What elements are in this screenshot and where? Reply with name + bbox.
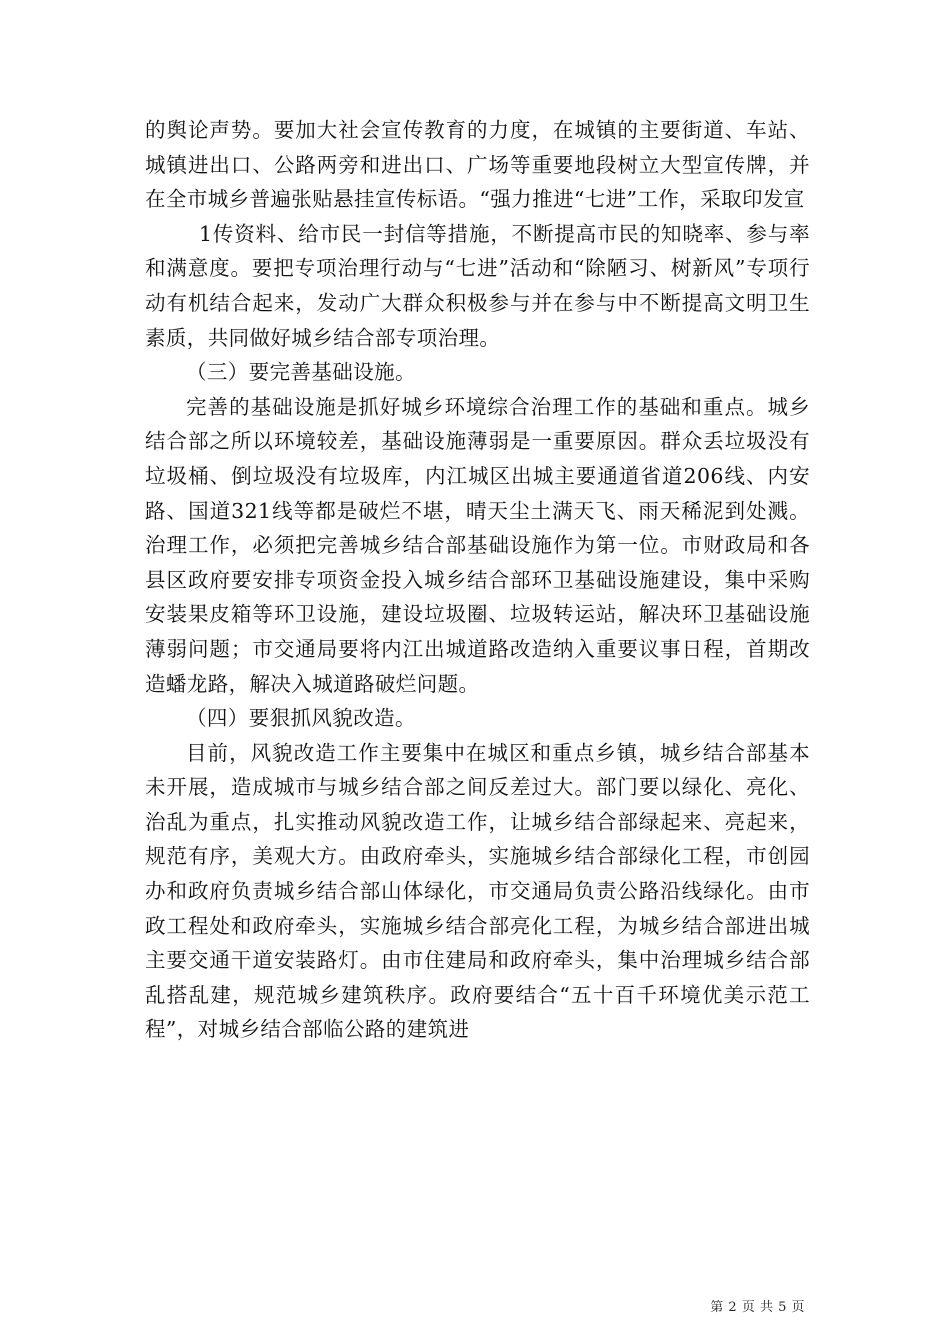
- paragraph-infrastructure: 完善的基础设施是抓好城乡环境综合治理工作的基础和重点。城乡结合部之所以环境较差，基础设施薄弱是一重要原因。群众丢垃圾没有垃圾桶、倒垃圾没有垃圾库，内江城区出城主要通道省道206线、内安路、国道321线等都是破烂不堪，晴天尘土满天飞、雨天稀泥到处溅。治理工作，必须把完善城乡结合部基础设施作为第一位。市财政局和各县区政府要安排专项资金投入城乡结合部环卫基础设施建设，集中采购安装果皮箱等环卫设施，建设垃圾圈、垃圾转运站，解决环卫基础设施薄弱问题；市交通局要将内江出城道路改造纳入重要议事日程，首期改造蟠龙路，解决入城道路破烂问题。: [145, 394, 810, 696]
- paragraph-publicity-continued: 的舆论声势。要加大社会宣传教育的力度，在城镇的主要街道、车站、城镇进出口、公路两旁和进出口、广场等重要地段树立大型宣传牌，并在全市城乡普遍张贴悬挂宣传标语。“强力推进“七进”工作，采取印发宣: [145, 118, 810, 212]
- paragraph-appearance: 目前，风貌改造工作主要集中在城区和重点乡镇，城乡结合部基本未开展，造成城市与城乡结合部之间反差过大。部门要以绿化、亮化、治乱为重点，扎实推动风貌改造工作，让城乡结合部绿起来、亮起来，规范有序，美观大方。由政府牵头，实施城乡结合部绿化工程，市创园办和政府负责城乡结合部山体绿化，市交通局负责公路沿线绿化。由市政工程处和政府牵头，实施城乡结合部亮化工程，为城乡结合部进出城主要交通干道安装路灯。由市住建局和政府牵头，集中治理城乡结合部乱搭乱建，规范城乡建筑秩序。政府要结合“五十百千环境优美示范工程”，对城乡结合部临公路的建筑进: [145, 740, 810, 1042]
- page-number-footer: 第 2 页 共 5 页: [710, 1300, 805, 1315]
- paragraph-publicity-measures: 1传资料、给市民一封信等措施，不断提高市民的知晓率、参与率和满意度。要把专项治理行动与“七进”活动和“除陋习、树新风”专项行动有机结合起来，发动广大群众积极参与并在参与中不断提高文明卫生素质，共同做好城乡结合部专项治理。: [145, 221, 810, 350]
- body-text: [145, 113, 810, 1047]
- section-heading-infrastructure: （三）要完善基础设施。: [186, 360, 416, 385]
- section-heading-appearance: （四）要狠抓风貌改造。: [186, 706, 416, 731]
